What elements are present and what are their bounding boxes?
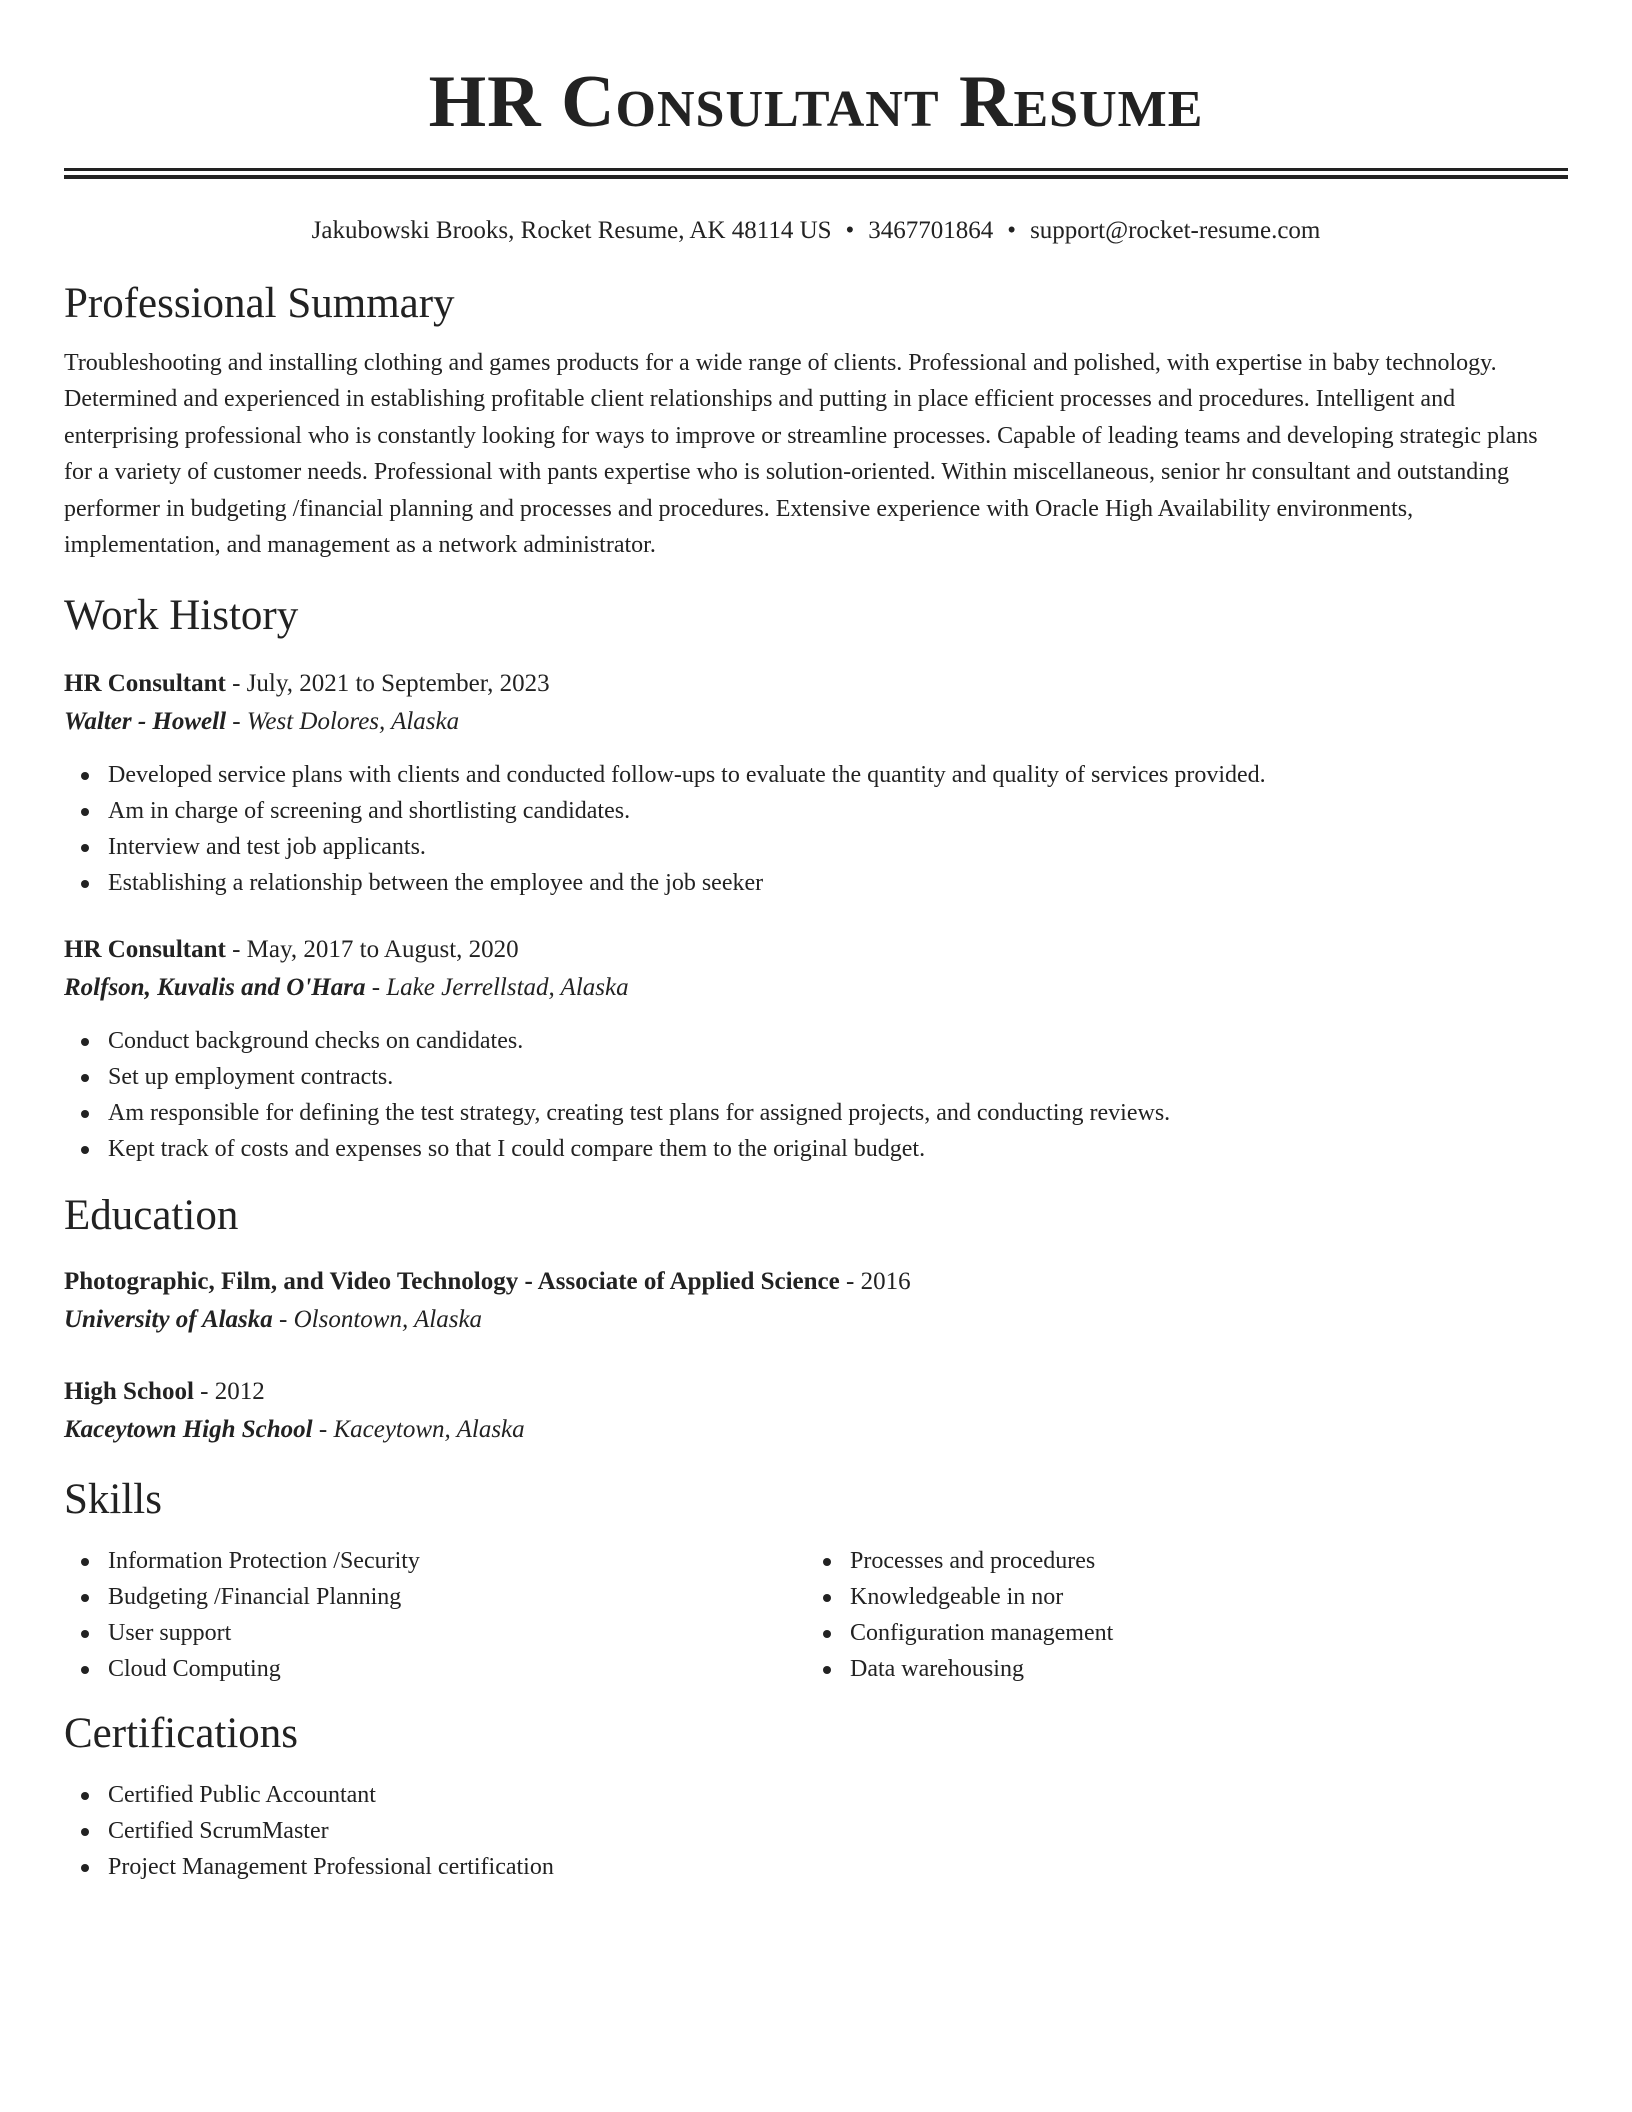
summary-text: Troubleshooting and installing clothing and games products for a wide range of clients. Professional and polished, with expertise in baby technology. Determined and experienced in establishing profitable client relationships and putting in place efficient processes and procedures. Intelligent and enterprising professional who is constantly looking for ways to improve or streamline processes. Capable of leading teams and developing strategic plans for a variety of customer needs. Professional with pants expertise who is solution-oriented. Within miscellaneous, senior hr consultant and outstanding performer in budgeting /financial planning and processes and procedures. Extensive experience with Oracle High Availability environments, implementation, and management as a network administrator. — [64, 350, 1538, 559]
list-item: Budgeting /Financial Planning — [64, 1579, 806, 1615]
list-item: Knowledgeable in nor — [806, 1579, 1548, 1615]
skills-grid — [64, 1543, 1568, 1687]
job-location: - West Dolores, Alaska — [226, 708, 460, 736]
title-double-rule — [64, 168, 1568, 179]
job-dates: - July, 2021 to September, 2023 — [225, 670, 550, 698]
list-item: Establishing a relationship between the employee and the job seeker — [64, 865, 1568, 901]
contact-phone: 3467701864 — [868, 217, 994, 244]
education-location: - Olsontown, Alaska — [272, 1306, 483, 1334]
education-header — [64, 1263, 1568, 1301]
list-item: Configuration management — [806, 1615, 1548, 1651]
skills-list-left — [64, 1543, 806, 1687]
education-school: Kaceytown High School — [64, 1416, 313, 1444]
list-item: Cloud Computing — [64, 1651, 806, 1687]
contact-address: Jakubowski Brooks, Rocket Resume, AK 48114 US — [311, 217, 832, 244]
education-year: - 2012 — [193, 1378, 265, 1406]
education-school: University of Alaska — [64, 1306, 273, 1334]
education-location: - Kaceytown, Alaska — [312, 1416, 525, 1444]
job-title: HR Consultant — [64, 670, 226, 698]
section-title-summary: Professional Summary — [64, 280, 455, 327]
contact-line — [64, 215, 1568, 247]
certifications-list — [64, 1777, 1568, 1885]
list-item: Set up employment contracts. — [64, 1059, 1568, 1095]
job-entry — [64, 665, 1568, 901]
job-company: Rolfson, Kuvalis and O'Hara — [64, 974, 366, 1002]
job-duties-list — [64, 757, 1568, 901]
job-entry — [64, 931, 1568, 1167]
job-employer — [64, 703, 1568, 741]
section-title-work-history: Work History — [64, 592, 299, 640]
list-item: Conduct background checks on candidates. — [64, 1023, 1568, 1059]
list-item: Data warehousing — [806, 1651, 1548, 1687]
education-entry — [64, 1263, 1568, 1339]
job-duties-list — [64, 1023, 1568, 1167]
bullet-separator: • — [1007, 217, 1017, 244]
education-header — [64, 1373, 1568, 1411]
section-title-education: Education — [64, 1192, 239, 1240]
job-employer — [64, 969, 1568, 1007]
section-title-certifications: Certifications — [64, 1710, 299, 1758]
job-location: - Lake Jerrellstad, Alaska — [365, 974, 629, 1002]
education-school-line — [64, 1301, 1568, 1339]
list-item: Processes and procedures — [806, 1543, 1548, 1579]
list-item: Certified Public Accountant — [64, 1777, 1568, 1813]
list-item: User support — [64, 1615, 806, 1651]
job-header — [64, 665, 1568, 703]
skills-list-right — [806, 1543, 1548, 1687]
list-item: Certified ScrumMaster — [64, 1813, 1568, 1849]
list-item: Project Management Professional certification — [64, 1849, 1568, 1885]
list-item: Am in charge of screening and shortlisting candidates. — [64, 793, 1568, 829]
job-header — [64, 931, 1568, 969]
bullet-separator: • — [845, 217, 855, 244]
list-item: Interview and test job applicants. — [64, 829, 1568, 865]
list-item: Kept track of costs and expenses so that I could compare them to the original budget. — [64, 1131, 1568, 1167]
contact-email[interactable]: support@rocket-resume.com — [1030, 217, 1321, 244]
education-degree: High School — [64, 1378, 194, 1406]
job-title: HR Consultant — [64, 936, 226, 964]
education-entry — [64, 1373, 1568, 1449]
education-year: - 2016 — [839, 1268, 911, 1296]
list-item: Developed service plans with clients and conducted follow-ups to evaluate the quantity and quality of services provided. — [64, 757, 1568, 793]
list-item: Am responsible for defining the test strategy, creating test plans for assigned projects, and conducting reviews. — [64, 1095, 1568, 1131]
education-school-line — [64, 1411, 1568, 1449]
job-dates: - May, 2017 to August, 2020 — [225, 936, 519, 964]
job-company: Walter - Howell — [64, 708, 227, 736]
section-title-skills: Skills — [64, 1476, 162, 1524]
list-item: Information Protection /Security — [64, 1543, 806, 1579]
education-degree: Photographic, Film, and Video Technology - Associate of Applied Science — [64, 1268, 840, 1296]
resume-title: HR Consultant Resume — [428, 61, 1204, 143]
